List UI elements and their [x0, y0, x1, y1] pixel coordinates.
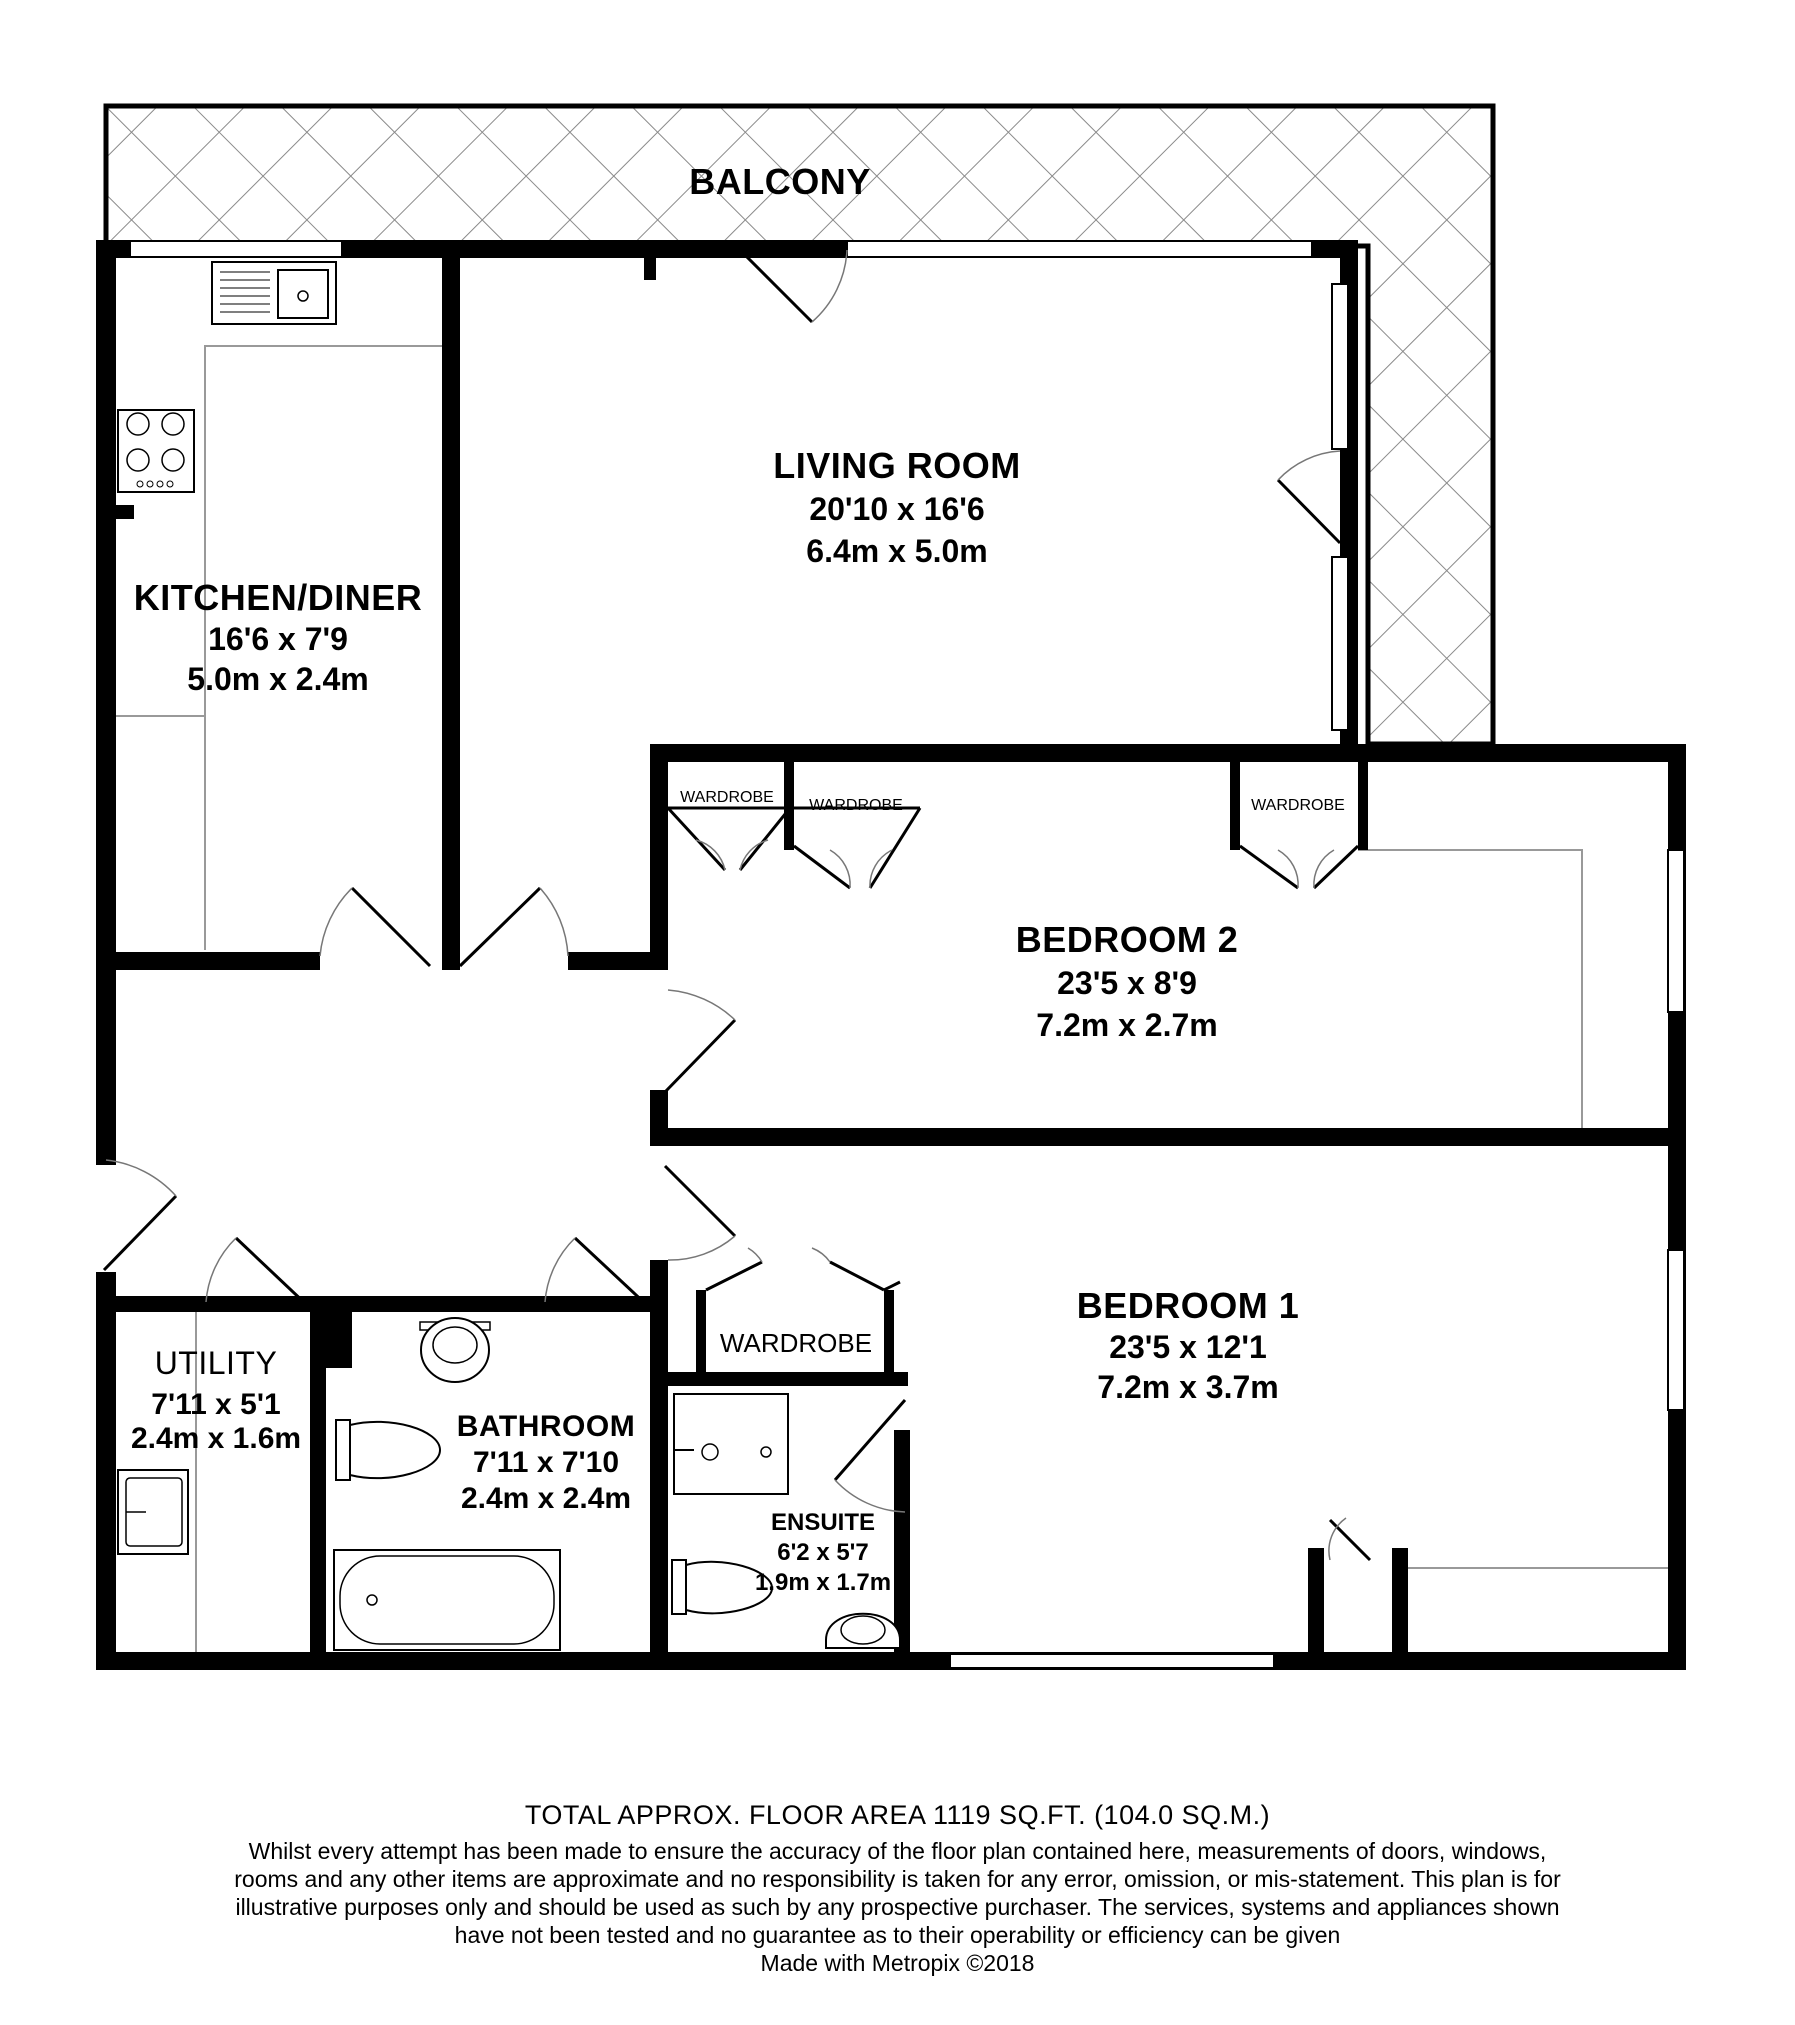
ensuite-basin-icon: [826, 1614, 900, 1648]
kitchen-sink-icon: [212, 262, 336, 324]
basin-icon: [420, 1318, 490, 1382]
bedroom2-metric: 7.2m x 2.7m: [1036, 1007, 1218, 1043]
credit: Made with Metropix ©2018: [760, 1950, 1035, 1976]
wardrobe-label-3: WARDROBE: [1251, 797, 1345, 814]
bathroom-name: BATHROOM: [456, 1410, 636, 1443]
wardrobe-bedroom1: [706, 1248, 900, 1290]
kitchen-imperial: 16'6 x 7'9: [208, 621, 348, 657]
bedroom2-name: BEDROOM 2: [1015, 919, 1239, 960]
hob-icon: [118, 410, 194, 492]
shower-icon: [674, 1394, 788, 1494]
bedroom1-metric: 7.2m x 3.7m: [1097, 1369, 1279, 1405]
utility-metric: 2.4m x 1.6m: [130, 1422, 302, 1455]
living-room-name: LIVING ROOM: [773, 445, 1021, 486]
wardrobe-bedroom2-3: [1230, 760, 1368, 888]
utility-name: UTILITY: [154, 1345, 278, 1381]
kitchen-metric: 5.0m x 2.4m: [187, 661, 369, 697]
toilet-icon: [336, 1420, 440, 1480]
wardrobe-bedroom2-1: [668, 808, 790, 870]
disclaimer: Whilst every attempt has been made to ensure the accuracy of the floor plan contained here, measurements of doors, windows, rooms and any other items are approximate and no responsibility is taken for any error, omission, or mis-statement. This plan is for illustrative purposes only and should be used as such by any prospective purchaser. The services, systems and appliances shown have not been tested and no guarantee as to their operability or efficiency can be given: [234, 1838, 1561, 1948]
balcony-label: BALCONY: [689, 161, 871, 202]
wardrobe-label-1: WARDROBE: [680, 789, 774, 806]
bath-icon: [334, 1550, 560, 1650]
utility-label: [131, 1345, 301, 1455]
bedroom1-imperial: 23'5 x 12'1: [1109, 1329, 1267, 1365]
utility-imperial: 7'11 x 5'1: [151, 1388, 281, 1421]
living-room-label: [773, 445, 1021, 569]
ensuite-metric: 1.9m x 1.7m: [754, 1569, 892, 1596]
bathroom-metric: 2.4m x 2.4m: [460, 1482, 632, 1515]
ensuite-label: [755, 1509, 891, 1596]
bathroom-label: [457, 1410, 635, 1515]
ensuite-name: ENSUITE: [770, 1509, 876, 1536]
wardrobe-bedroom2-2: [784, 760, 920, 888]
bathroom-imperial: 7'11 x 7'10: [472, 1446, 620, 1479]
wardrobe-label-4: WARDROBE: [719, 1328, 873, 1358]
utility-sink-icon: [118, 1470, 188, 1554]
living-room-metric: 6.4m x 5.0m: [806, 533, 988, 569]
ensuite-imperial: 6'2 x 5'7: [777, 1539, 869, 1566]
kitchen-label: [134, 577, 423, 697]
kitchen-name: KITCHEN/DINER: [133, 577, 423, 618]
wardrobe-label-2: WARDROBE: [809, 797, 903, 814]
footer: [0, 1800, 1795, 1977]
total-floor-area: TOTAL APPROX. FLOOR AREA 1119 SQ.FT. (104.0 SQ.M.): [524, 1800, 1271, 1830]
bedroom1-label: [1077, 1285, 1300, 1405]
bedroom1-name: BEDROOM 1: [1076, 1285, 1300, 1326]
bedroom2-label: [1016, 919, 1239, 1043]
bedroom2-imperial: 23'5 x 8'9: [1057, 965, 1197, 1001]
living-room-imperial: 20'10 x 16'6: [809, 491, 985, 527]
